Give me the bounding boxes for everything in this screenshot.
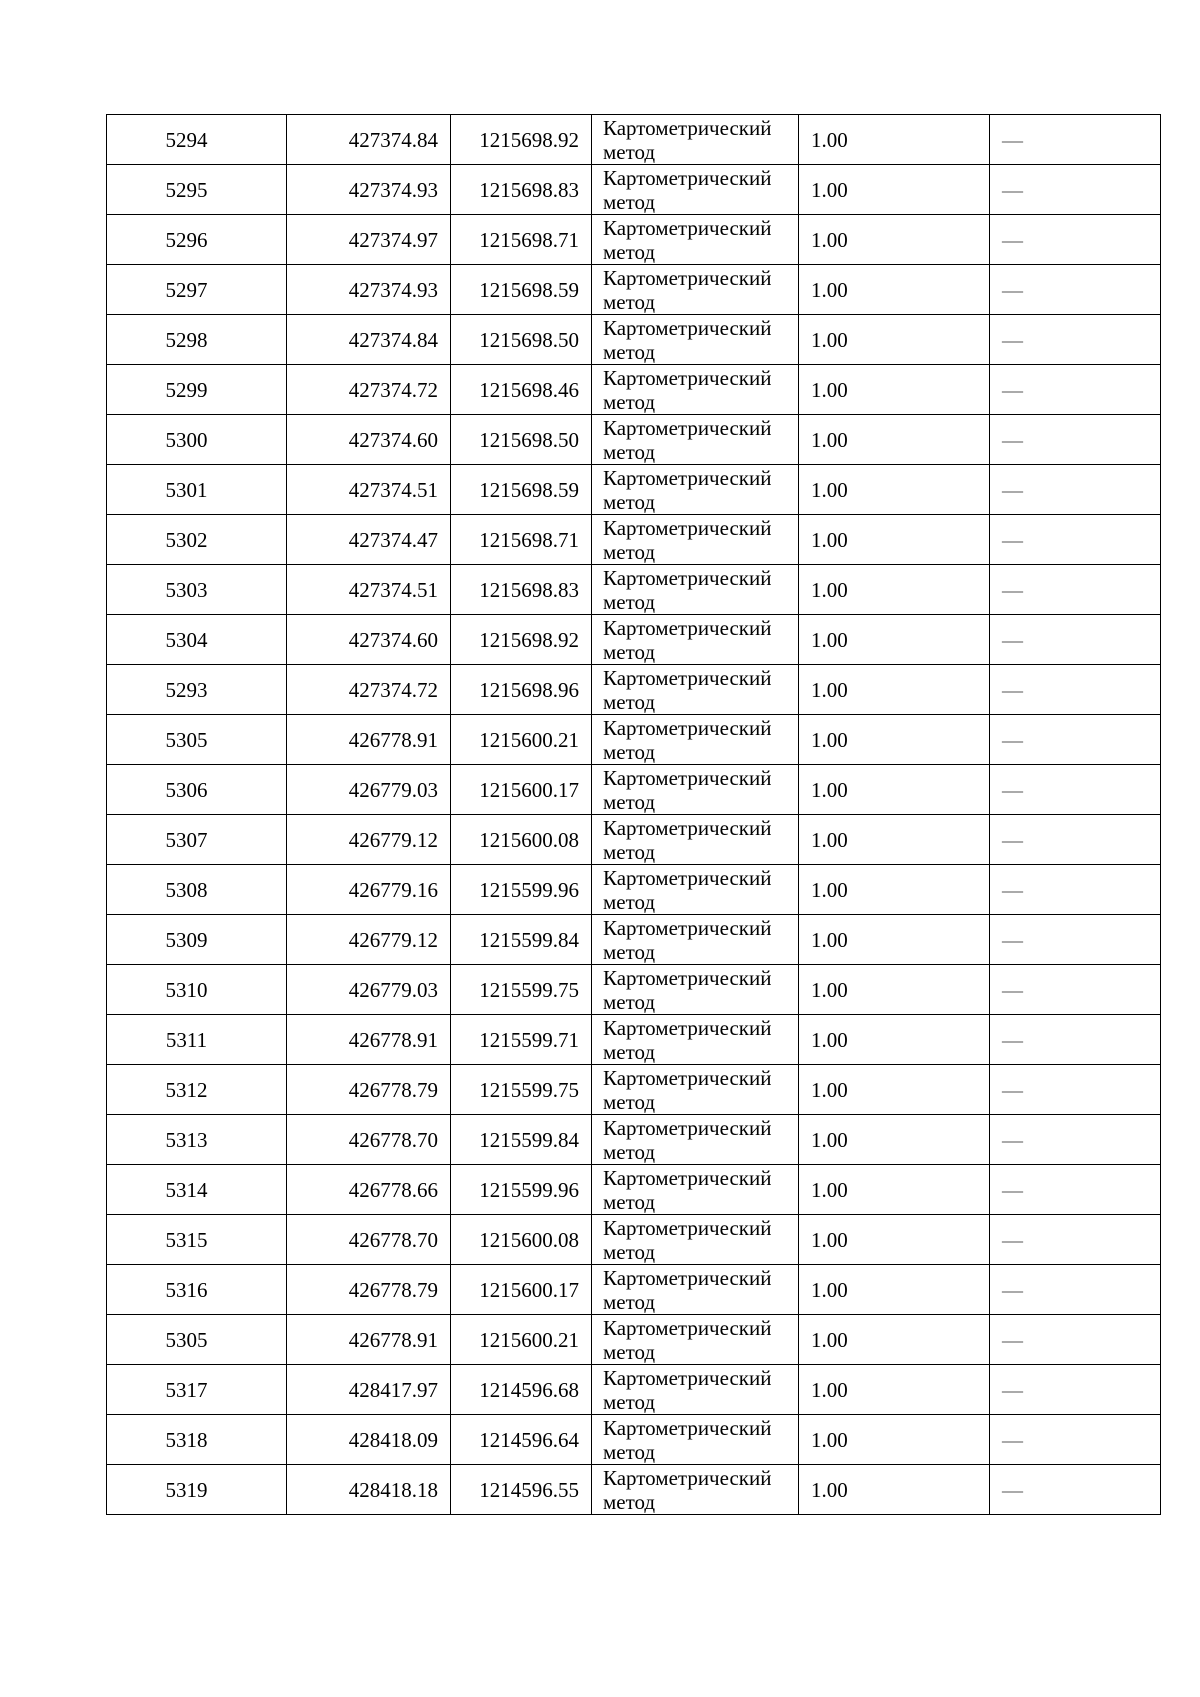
accuracy-cell: 1.00 — [799, 1015, 990, 1065]
x-coordinate-cell: 427374.93 — [287, 165, 451, 215]
method-line-1: Картометрический — [603, 765, 772, 790]
x-coordinate-cell: 427374.60 — [287, 415, 451, 465]
point-number: 5298 — [165, 327, 208, 352]
x-coordinate-cell: 426779.16 — [287, 865, 451, 915]
description-cell: — — [990, 615, 1161, 665]
method-line-2: метод — [603, 1389, 656, 1414]
y-coordinate-cell: 1215600.17 — [451, 765, 592, 815]
method-cell — [592, 465, 799, 515]
table-row — [107, 515, 1161, 565]
method-cell — [592, 765, 799, 815]
method-line-1: Картометрический — [603, 965, 772, 990]
description-cell: — — [990, 165, 1161, 215]
method-line-2: метод — [603, 289, 656, 314]
x-coordinate-cell: 426778.70 — [287, 1215, 451, 1265]
point-number: 5312 — [165, 1077, 208, 1102]
y-coordinate-cell: 1215600.08 — [451, 815, 592, 865]
description-cell: — — [990, 1215, 1161, 1265]
accuracy-cell: 1.00 — [799, 615, 990, 665]
y-coordinate-cell: 1215698.92 — [451, 115, 592, 165]
table-row — [107, 165, 1161, 215]
point-number: 5309 — [165, 927, 208, 952]
method-cell — [592, 815, 799, 865]
point-number-cell — [107, 215, 287, 265]
method-line-2: метод — [603, 789, 656, 814]
point-number-cell — [107, 1415, 287, 1465]
method-line-1: Картометрический — [603, 515, 772, 540]
table-row — [107, 815, 1161, 865]
method-cell — [592, 615, 799, 665]
point-number: 5305 — [165, 727, 208, 752]
point-number-cell — [107, 665, 287, 715]
y-coordinate-cell: 1215698.71 — [451, 215, 592, 265]
method-line-1: Картометрический — [603, 915, 772, 940]
method-cell — [592, 515, 799, 565]
method-line-2: метод — [603, 1489, 656, 1514]
method-line-1: Картометрический — [603, 1315, 772, 1340]
method-line-1: Картометрический — [603, 115, 772, 140]
accuracy-cell: 1.00 — [799, 665, 990, 715]
description-cell: — — [990, 1165, 1161, 1215]
y-coordinate-cell: 1214596.64 — [451, 1415, 592, 1465]
description-cell: — — [990, 1265, 1161, 1315]
point-number-cell — [107, 815, 287, 865]
point-number: 5307 — [165, 827, 208, 852]
method-line-2: метод — [603, 1139, 656, 1164]
table-row — [107, 1015, 1161, 1065]
method-line-1: Картометрический — [603, 1415, 772, 1440]
method-cell — [592, 1165, 799, 1215]
point-number-cell — [107, 765, 287, 815]
description-cell: — — [990, 265, 1161, 315]
method-line-1: Картометрический — [603, 615, 772, 640]
point-number: 5302 — [165, 527, 208, 552]
description-cell: — — [990, 1465, 1161, 1515]
method-line-2: метод — [603, 889, 656, 914]
point-number: 5308 — [165, 877, 208, 902]
method-line-1: Картометрический — [603, 165, 772, 190]
y-coordinate-cell: 1215698.50 — [451, 415, 592, 465]
x-coordinate-cell: 426778.91 — [287, 1015, 451, 1065]
y-coordinate-cell: 1215599.84 — [451, 1115, 592, 1165]
method-line-2: метод — [603, 189, 656, 214]
point-number-cell — [107, 965, 287, 1015]
accuracy-cell: 1.00 — [799, 465, 990, 515]
x-coordinate-cell: 426778.91 — [287, 715, 451, 765]
method-line-1: Картометрический — [603, 265, 772, 290]
x-coordinate-cell: 427374.84 — [287, 315, 451, 365]
table-row — [107, 415, 1161, 465]
point-number: 5305 — [165, 1327, 208, 1352]
method-line-2: метод — [603, 939, 656, 964]
description-cell: — — [990, 915, 1161, 965]
method-cell — [592, 1065, 799, 1115]
description-cell: — — [990, 765, 1161, 815]
point-number: 5310 — [165, 977, 208, 1002]
method-line-2: метод — [603, 1439, 656, 1464]
accuracy-cell: 1.00 — [799, 1465, 990, 1515]
accuracy-cell: 1.00 — [799, 1265, 990, 1315]
point-number-cell — [107, 365, 287, 415]
point-number: 5296 — [165, 227, 208, 252]
table-row — [107, 215, 1161, 265]
x-coordinate-cell: 427374.47 — [287, 515, 451, 565]
method-cell — [592, 1215, 799, 1265]
point-number-cell — [107, 115, 287, 165]
y-coordinate-cell: 1215698.92 — [451, 615, 592, 665]
method-line-2: метод — [603, 1089, 656, 1114]
description-cell: — — [990, 515, 1161, 565]
y-coordinate-cell: 1215698.59 — [451, 465, 592, 515]
y-coordinate-cell: 1215599.84 — [451, 915, 592, 965]
table-row — [107, 1115, 1161, 1165]
point-number: 5317 — [165, 1377, 208, 1402]
x-coordinate-cell: 426778.79 — [287, 1065, 451, 1115]
y-coordinate-cell: 1215698.50 — [451, 315, 592, 365]
point-number-cell — [107, 1115, 287, 1165]
table-row — [107, 1315, 1161, 1365]
method-line-1: Картометрический — [603, 1365, 772, 1390]
table-row — [107, 615, 1161, 665]
table-row — [107, 865, 1161, 915]
accuracy-cell: 1.00 — [799, 315, 990, 365]
point-number-cell — [107, 565, 287, 615]
point-number: 5306 — [165, 777, 208, 802]
x-coordinate-cell: 427374.93 — [287, 265, 451, 315]
accuracy-cell: 1.00 — [799, 815, 990, 865]
description-cell: — — [990, 565, 1161, 615]
point-number-cell — [107, 515, 287, 565]
method-line-2: метод — [603, 1239, 656, 1264]
accuracy-cell: 1.00 — [799, 965, 990, 1015]
x-coordinate-cell: 426779.12 — [287, 815, 451, 865]
method-cell — [592, 1115, 799, 1165]
accuracy-cell: 1.00 — [799, 765, 990, 815]
accuracy-cell: 1.00 — [799, 1115, 990, 1165]
description-cell: — — [990, 415, 1161, 465]
y-coordinate-cell: 1215698.83 — [451, 565, 592, 615]
point-number: 5301 — [165, 477, 208, 502]
method-line-1: Картометрический — [603, 315, 772, 340]
x-coordinate-cell: 428418.18 — [287, 1465, 451, 1515]
y-coordinate-cell: 1215599.96 — [451, 1165, 592, 1215]
point-number-cell — [107, 265, 287, 315]
point-number-cell — [107, 315, 287, 365]
accuracy-cell: 1.00 — [799, 415, 990, 465]
point-number-cell — [107, 1365, 287, 1415]
point-number: 5303 — [165, 577, 208, 602]
accuracy-cell: 1.00 — [799, 215, 990, 265]
x-coordinate-cell: 426778.91 — [287, 1315, 451, 1365]
y-coordinate-cell: 1215599.75 — [451, 965, 592, 1015]
accuracy-cell: 1.00 — [799, 365, 990, 415]
x-coordinate-cell: 427374.97 — [287, 215, 451, 265]
point-number: 5299 — [165, 377, 208, 402]
y-coordinate-cell: 1215600.21 — [451, 715, 592, 765]
point-number: 5300 — [165, 427, 208, 452]
table-row — [107, 315, 1161, 365]
description-cell: — — [990, 1365, 1161, 1415]
x-coordinate-cell: 428417.97 — [287, 1365, 451, 1415]
point-number: 5294 — [165, 127, 208, 152]
table-row — [107, 715, 1161, 765]
point-number-cell — [107, 865, 287, 915]
point-number: 5313 — [165, 1127, 208, 1152]
method-line-1: Картометрический — [603, 865, 772, 890]
method-line-1: Картометрический — [603, 815, 772, 840]
coordinates-table-body — [107, 115, 1161, 1515]
table-row — [107, 1465, 1161, 1515]
method-line-1: Картометрический — [603, 1465, 772, 1490]
point-number-cell — [107, 415, 287, 465]
method-line-1: Картометрический — [603, 1165, 772, 1190]
table-row — [107, 1265, 1161, 1315]
table-row — [107, 965, 1161, 1015]
point-number: 5297 — [165, 277, 208, 302]
x-coordinate-cell: 427374.84 — [287, 115, 451, 165]
description-cell: — — [990, 115, 1161, 165]
point-number-cell — [107, 1315, 287, 1365]
method-cell — [592, 365, 799, 415]
method-cell — [592, 1015, 799, 1065]
method-cell — [592, 215, 799, 265]
description-cell: — — [990, 965, 1161, 1015]
y-coordinate-cell: 1215698.96 — [451, 665, 592, 715]
method-line-1: Картометрический — [603, 1215, 772, 1240]
method-line-1: Картометрический — [603, 665, 772, 690]
x-coordinate-cell: 426778.70 — [287, 1115, 451, 1165]
point-number-cell — [107, 715, 287, 765]
description-cell: — — [990, 815, 1161, 865]
method-line-1: Картометрический — [603, 415, 772, 440]
method-line-1: Картометрический — [603, 465, 772, 490]
method-cell — [592, 165, 799, 215]
table-row — [107, 1165, 1161, 1215]
point-number: 5314 — [165, 1177, 208, 1202]
method-line-1: Картометрический — [603, 715, 772, 740]
method-line-2: метод — [603, 389, 656, 414]
method-line-2: метод — [603, 1339, 656, 1364]
method-line-2: метод — [603, 739, 656, 764]
x-coordinate-cell: 428418.09 — [287, 1415, 451, 1465]
point-number-cell — [107, 915, 287, 965]
accuracy-cell: 1.00 — [799, 165, 990, 215]
description-cell: — — [990, 465, 1161, 515]
method-line-2: метод — [603, 1039, 656, 1064]
table-row — [107, 1065, 1161, 1115]
y-coordinate-cell: 1214596.55 — [451, 1465, 592, 1515]
method-line-2: метод — [603, 689, 656, 714]
point-number-cell — [107, 1165, 287, 1215]
accuracy-cell: 1.00 — [799, 265, 990, 315]
method-line-1: Картометрический — [603, 1065, 772, 1090]
table-row — [107, 115, 1161, 165]
method-cell — [592, 1415, 799, 1465]
method-line-1: Картометрический — [603, 215, 772, 240]
y-coordinate-cell: 1215599.71 — [451, 1015, 592, 1065]
description-cell: — — [990, 865, 1161, 915]
y-coordinate-cell: 1215600.21 — [451, 1315, 592, 1365]
description-cell: — — [990, 1115, 1161, 1165]
accuracy-cell: 1.00 — [799, 1315, 990, 1365]
point-number-cell — [107, 615, 287, 665]
method-cell — [592, 415, 799, 465]
method-cell — [592, 865, 799, 915]
x-coordinate-cell: 427374.51 — [287, 465, 451, 515]
method-cell — [592, 1465, 799, 1515]
x-coordinate-cell: 426779.12 — [287, 915, 451, 965]
x-coordinate-cell: 427374.51 — [287, 565, 451, 615]
accuracy-cell: 1.00 — [799, 865, 990, 915]
table-row — [107, 765, 1161, 815]
accuracy-cell: 1.00 — [799, 915, 990, 965]
table-row — [107, 565, 1161, 615]
accuracy-cell: 1.00 — [799, 515, 990, 565]
table-row — [107, 1365, 1161, 1415]
y-coordinate-cell: 1215698.46 — [451, 365, 592, 415]
method-line-2: метод — [603, 539, 656, 564]
point-number-cell — [107, 1265, 287, 1315]
method-cell — [592, 1315, 799, 1365]
table-row — [107, 915, 1161, 965]
method-cell — [592, 565, 799, 615]
y-coordinate-cell: 1215600.17 — [451, 1265, 592, 1315]
y-coordinate-cell: 1214596.68 — [451, 1365, 592, 1415]
y-coordinate-cell: 1215600.08 — [451, 1215, 592, 1265]
accuracy-cell: 1.00 — [799, 1365, 990, 1415]
accuracy-cell: 1.00 — [799, 115, 990, 165]
method-line-2: метод — [603, 639, 656, 664]
description-cell: — — [990, 365, 1161, 415]
method-cell — [592, 965, 799, 1015]
method-line-2: метод — [603, 439, 656, 464]
point-number: 5293 — [165, 677, 208, 702]
point-number-cell — [107, 1065, 287, 1115]
method-line-2: метод — [603, 1189, 656, 1214]
accuracy-cell: 1.00 — [799, 1065, 990, 1115]
method-line-2: метод — [603, 339, 656, 364]
method-line-2: метод — [603, 839, 656, 864]
accuracy-cell: 1.00 — [799, 1215, 990, 1265]
coordinates-table — [106, 114, 1161, 1515]
method-cell — [592, 1265, 799, 1315]
method-cell — [592, 265, 799, 315]
method-cell — [592, 315, 799, 365]
point-number-cell — [107, 1465, 287, 1515]
x-coordinate-cell: 427374.72 — [287, 365, 451, 415]
method-line-2: метод — [603, 139, 656, 164]
point-number: 5319 — [165, 1477, 208, 1502]
y-coordinate-cell: 1215698.83 — [451, 165, 592, 215]
accuracy-cell: 1.00 — [799, 565, 990, 615]
table-row — [107, 465, 1161, 515]
method-line-2: метод — [603, 589, 656, 614]
description-cell: — — [990, 665, 1161, 715]
method-line-2: метод — [603, 239, 656, 264]
table-row — [107, 1215, 1161, 1265]
accuracy-cell: 1.00 — [799, 715, 990, 765]
x-coordinate-cell: 426778.66 — [287, 1165, 451, 1215]
method-line-1: Картометрический — [603, 1015, 772, 1040]
method-cell — [592, 715, 799, 765]
point-number-cell — [107, 1215, 287, 1265]
point-number: 5318 — [165, 1427, 208, 1452]
method-cell — [592, 915, 799, 965]
accuracy-cell: 1.00 — [799, 1415, 990, 1465]
x-coordinate-cell: 427374.60 — [287, 615, 451, 665]
table-row — [107, 265, 1161, 315]
point-number: 5316 — [165, 1277, 208, 1302]
table-row — [107, 365, 1161, 415]
method-cell — [592, 665, 799, 715]
x-coordinate-cell: 426779.03 — [287, 765, 451, 815]
point-number-cell — [107, 465, 287, 515]
method-line-1: Картометрический — [603, 365, 772, 390]
method-cell — [592, 115, 799, 165]
method-line-2: метод — [603, 989, 656, 1014]
method-line-2: метод — [603, 1289, 656, 1314]
method-line-1: Картометрический — [603, 1115, 772, 1140]
method-line-1: Картометрический — [603, 565, 772, 590]
description-cell: — — [990, 715, 1161, 765]
x-coordinate-cell: 426778.79 — [287, 1265, 451, 1315]
accuracy-cell: 1.00 — [799, 1165, 990, 1215]
point-number: 5295 — [165, 177, 208, 202]
point-number-cell — [107, 1015, 287, 1065]
point-number: 5315 — [165, 1227, 208, 1252]
description-cell: — — [990, 215, 1161, 265]
x-coordinate-cell: 427374.72 — [287, 665, 451, 715]
point-number: 5311 — [165, 1027, 208, 1052]
table-row — [107, 665, 1161, 715]
table-row — [107, 1415, 1161, 1465]
description-cell: — — [990, 1065, 1161, 1115]
y-coordinate-cell: 1215698.71 — [451, 515, 592, 565]
y-coordinate-cell: 1215698.59 — [451, 265, 592, 315]
point-number-cell — [107, 165, 287, 215]
description-cell: — — [990, 1315, 1161, 1365]
point-number: 5304 — [165, 627, 208, 652]
method-line-2: метод — [603, 489, 656, 514]
y-coordinate-cell: 1215599.96 — [451, 865, 592, 915]
method-line-1: Картометрический — [603, 1265, 772, 1290]
description-cell: — — [990, 315, 1161, 365]
description-cell: — — [990, 1415, 1161, 1465]
description-cell: — — [990, 1015, 1161, 1065]
x-coordinate-cell: 426779.03 — [287, 965, 451, 1015]
y-coordinate-cell: 1215599.75 — [451, 1065, 592, 1115]
method-cell — [592, 1365, 799, 1415]
